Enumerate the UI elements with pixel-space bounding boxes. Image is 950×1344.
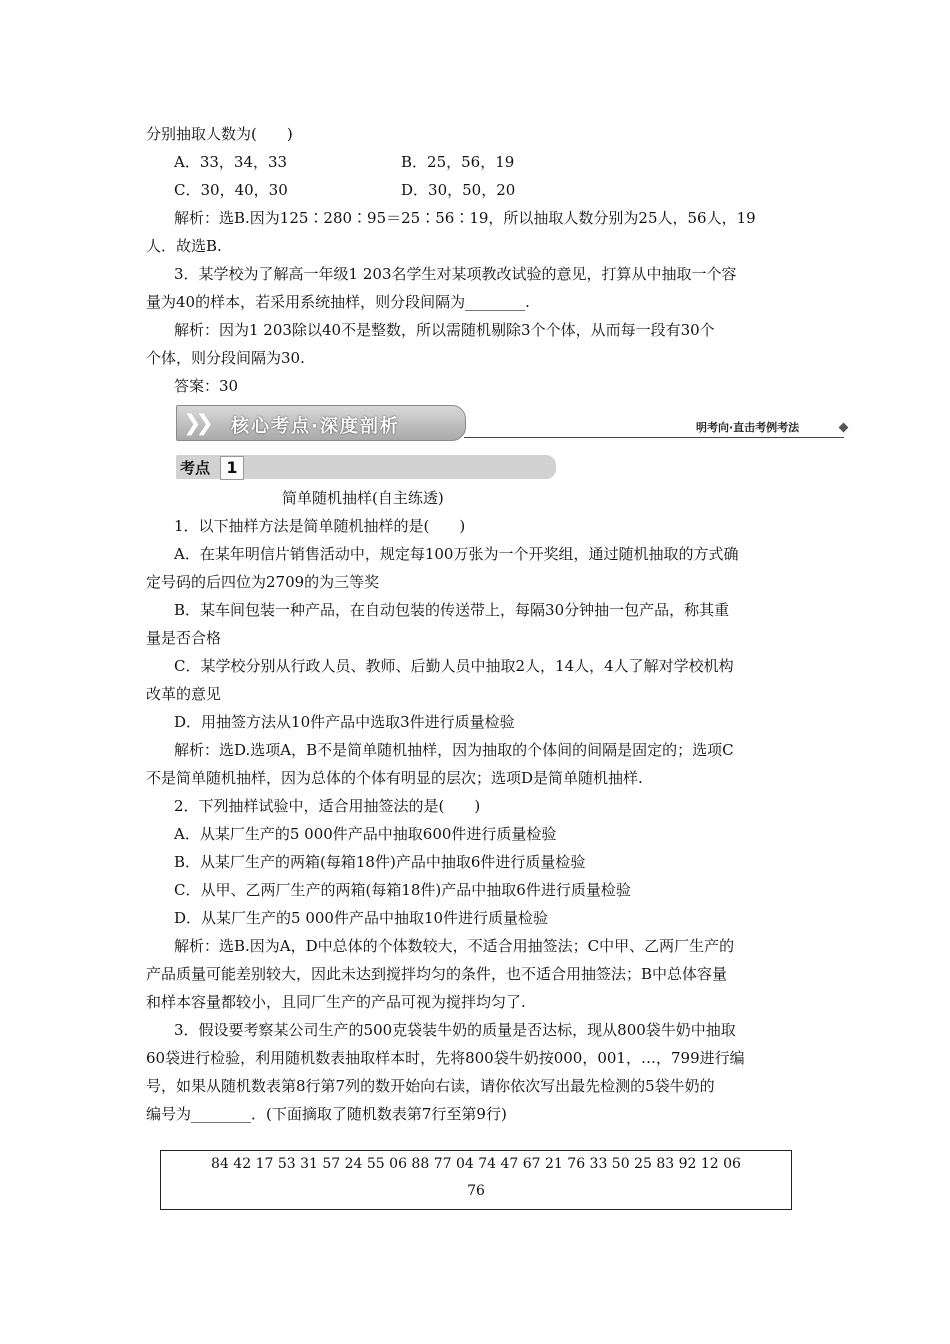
option-b: B．25，56，19 <box>401 153 515 171</box>
option-c-cont: 改革的意见 <box>146 685 222 703</box>
table-row: 76 <box>467 1183 485 1199</box>
option-c: C．从甲、乙两厂生产的两箱(每箱18件)产品中抽取6件进行质量检验 <box>174 881 631 899</box>
option-d: D．30，50，20 <box>401 181 516 199</box>
solution-line: 解析：因为1 203除以40不是整数，所以需随机剔除3个个体，从而每一段有30个 <box>174 321 715 339</box>
option-c: C．某学校分别从行政人员、教师、后勤人员中抽取2人，14人，4人了解对学校机构 <box>174 657 734 675</box>
random-number-table <box>160 1150 792 1210</box>
option-c: C．30，40，30 <box>174 181 288 199</box>
option-d: D．用抽签方法从10件产品中选取3件进行质量检验 <box>174 713 515 731</box>
solution-line: 解析：选D.选项A，B不是简单随机抽样，因为抽取的个体间的间隔是固定的；选项C <box>174 741 734 759</box>
question-stem: 3．假设要考察某公司生产的500克袋装牛奶的质量是否达标，现从800袋牛奶中抽取 <box>174 1021 736 1039</box>
solution-line: 人．故选B. <box>146 237 222 255</box>
solution-line: 产品质量可能差别较大，因此未达到搅拌均匀的条件，也不适合用抽签法；B中总体容量 <box>146 965 728 983</box>
chevron-right-icon: ❯❯ <box>183 411 208 436</box>
question-stem: 分别抽取人数为( ) <box>146 125 293 143</box>
option-a: A．在某年明信片销售活动中，规定每100万张为一个开奖组，通过随机抽取的方式确 <box>174 545 739 563</box>
answer-line: 答案：30 <box>174 377 239 395</box>
option-a: A．33，34，33 <box>174 153 288 171</box>
table-row: 84 42 17 53 31 57 24 55 06 88 77 04 74 47 67 21 76 33 50 25 83 92 12 06 <box>211 1156 741 1172</box>
option-b: B．从某厂生产的两箱(每箱18件)产品中抽取6件进行质量检验 <box>174 853 586 871</box>
option-d: D．从某厂生产的5 000件产品中抽取10件进行质量检验 <box>174 909 549 927</box>
solution-line: 解析：选B.因为A，D中总体的个体数较大，不适合用抽签法；C中甲、乙两厂生产的 <box>174 937 735 955</box>
banner-subtitle: 明考向·直击考例考法 <box>696 421 800 434</box>
question-stem: 1．以下抽样方法是简单随机抽样的是( ) <box>174 517 466 535</box>
question-stem: 号，如果从随机数表第8行第7列的数开始向右读，请你依次写出最先检测的5袋牛奶的 <box>146 1077 715 1095</box>
question-stem: 2．下列抽样试验中，适合用抽签法的是( ) <box>174 797 481 815</box>
question-stem: 3．某学校为了解高一年级1 203名学生对某项教改试验的意见，打算从中抽取一个容 <box>174 265 737 283</box>
solution-line: 解析：选B.因为125∶280∶95＝25∶56∶19，所以抽取人数分别为25人，56人，19 <box>174 209 756 227</box>
topic-heading: 简单随机抽样(自主练透) <box>282 489 444 507</box>
banner-title: 核心考点·深度剖析 <box>231 416 400 437</box>
section-banner <box>176 405 848 441</box>
question-stem: 编号为________．(下面摘取了随机数表第7行至第9行) <box>146 1105 507 1123</box>
option-b: B．某车间包装一种产品，在自动包装的传送带上，每隔30分钟抽一包产品，称其重 <box>174 601 730 619</box>
option-b-cont: 量是否合格 <box>146 629 222 647</box>
topic-bar <box>176 455 556 479</box>
diamond-icon <box>839 423 849 433</box>
solution-line: 个体，则分段间隔为30. <box>146 349 305 367</box>
banner-bar <box>176 405 466 441</box>
solution-line: 和样本容量都较小，且同厂生产的产品可视为搅拌均匀了. <box>146 993 526 1011</box>
banner-rule <box>464 437 844 438</box>
topic-number: 1 <box>220 456 244 480</box>
topic-label: 考点 <box>180 459 211 477</box>
question-stem: 60袋进行检验，利用随机数表抽取样本时，先将800袋牛奶按000，001，…，799进行编 <box>146 1049 745 1067</box>
option-a-cont: 定号码的后四位为2709的为三等奖 <box>146 573 380 591</box>
question-stem: 量为40的样本，若采用系统抽样，则分段间隔为________. <box>146 293 530 311</box>
option-a: A．从某厂生产的5 000件产品中抽取600件进行质量检验 <box>174 825 557 843</box>
solution-line: 不是简单随机抽样，因为总体的个体有明显的层次；选项D是简单随机抽样. <box>146 769 643 787</box>
